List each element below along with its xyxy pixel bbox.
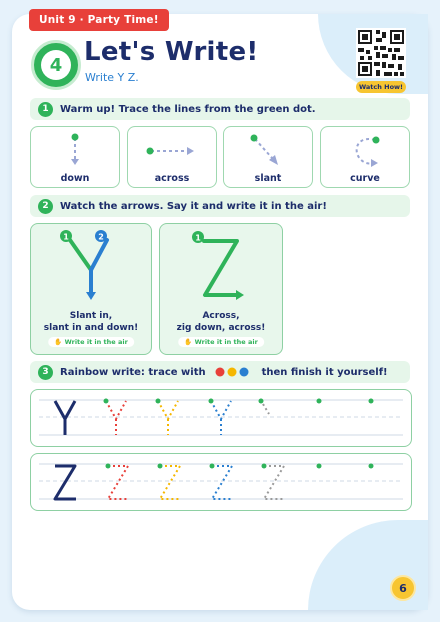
- page-number-badge: 6: [390, 575, 416, 601]
- trace-card-slant: [223, 126, 313, 188]
- letter-y-stroke-diagram: [31, 224, 151, 310]
- step-number: 2: [38, 199, 53, 214]
- watch-how-button[interactable]: Watch How!: [356, 81, 406, 93]
- write-in-air-label: ✋ Write it in the air: [178, 337, 264, 347]
- handwriting-lines-z: [31, 454, 411, 510]
- unit-tag: Unit 9 · Party Time!: [29, 9, 169, 31]
- letter-card-z: [159, 223, 283, 355]
- handwriting-row-z: [30, 453, 412, 511]
- section-1-instruction: Warm up! Trace the lines from the green dot.: [60, 103, 316, 115]
- trace-label: curve: [350, 173, 380, 184]
- section-2-header: [30, 195, 410, 217]
- page-subtitle: Write Y Z.: [85, 71, 139, 84]
- page-title: Let's Write!: [84, 37, 259, 67]
- trace-label: down: [60, 173, 90, 184]
- stroke-step-2: 2: [98, 232, 104, 242]
- letter-card-y: [30, 223, 152, 355]
- trace-card-down: [30, 126, 120, 188]
- stroke-step-1: 1: [195, 233, 201, 243]
- step-number: 3: [38, 365, 53, 380]
- stroke-step-1: 1: [63, 232, 69, 242]
- trace-card-across: [127, 126, 217, 188]
- section-3-header: [30, 361, 410, 383]
- qr-code-graphic: [356, 28, 406, 78]
- section-2-instruction: Watch the arrows. Say it and write it in the air!: [60, 200, 327, 212]
- section-3-instruction-before: Rainbow write: trace with: [60, 366, 206, 378]
- lesson-number: 4: [41, 50, 71, 80]
- letter-y-description: Slant in, slant in and down!: [43, 311, 139, 333]
- step-number: 1: [38, 102, 53, 117]
- trace-card-curve: [320, 126, 410, 188]
- handwriting-row-y: [30, 389, 412, 447]
- trace-label: across: [154, 173, 190, 184]
- trace-label: slant: [254, 173, 282, 184]
- lesson-number-badge: [31, 40, 81, 90]
- handwriting-lines-y: [31, 390, 411, 446]
- rainbow-color-dots: [214, 366, 254, 378]
- letter-z-stroke-diagram: [160, 224, 282, 310]
- section-1-header: [30, 98, 410, 120]
- write-in-air-label: ✋ Write it in the air: [48, 337, 134, 347]
- qr-code-icon[interactable]: [356, 28, 406, 78]
- letter-z-description: Across, zig down, across!: [176, 311, 266, 333]
- section-3-instruction-after: then finish it yourself!: [261, 366, 388, 378]
